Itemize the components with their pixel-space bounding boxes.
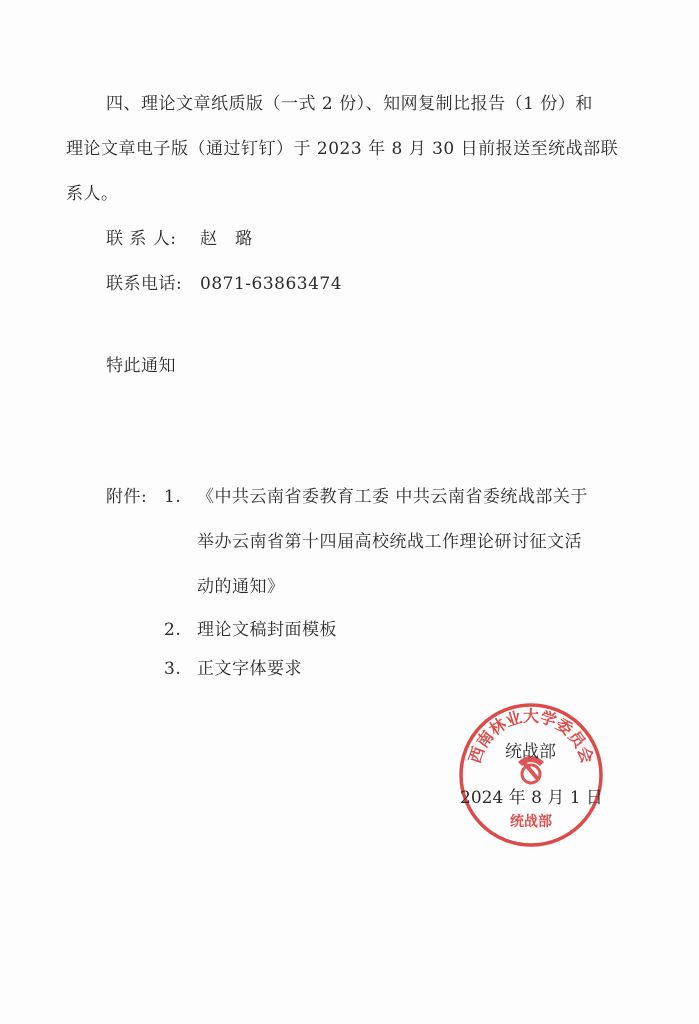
attachment-2-title: 理论文稿封面模板: [197, 620, 337, 640]
signature-department: 统战部: [505, 742, 556, 762]
section4-line1: 四、理论文章纸质版（一式 2 份）、知网复制比报告（1 份）和: [106, 94, 593, 114]
section4-line2: 理论文章电子版（通过钉钉）于 2023 年 8 月 30 日前报送至统战部联: [66, 139, 619, 159]
attachment-2-number: 2.: [164, 620, 182, 640]
attachment-1-line2: 举办云南省第十四届高校统战工作理论研讨征文活: [197, 532, 582, 552]
attachment-1-line3: 动的通知》: [197, 577, 285, 597]
attachment-3-number: 3.: [164, 659, 182, 679]
contact-phone-label: 联系电话:: [106, 274, 183, 294]
closing-text: 特此通知: [106, 356, 176, 376]
attachment-1-line1: 《中共云南省委教育工委 中共云南省委统战部关于: [197, 487, 588, 507]
contact-phone-number: 0871-63863474: [200, 274, 343, 294]
contact-person-label: 联 系 人:: [106, 229, 177, 249]
official-seal-graphic: [456, 700, 606, 850]
attachments-label: 附件:: [106, 487, 148, 507]
attachment-3-title: 正文字体要求: [197, 659, 302, 679]
signature-date: 2024 年 8 月 1 日: [460, 788, 603, 808]
seal-bottom-text: 统战部: [510, 814, 552, 830]
seal-arc-text: 西南林业大学委员会: [465, 706, 597, 766]
attachment-1-number: 1.: [164, 487, 182, 507]
section4-line3: 系人。: [66, 184, 119, 204]
contact-person-name: 赵 璐: [200, 229, 253, 249]
official-seal: [456, 700, 606, 850]
